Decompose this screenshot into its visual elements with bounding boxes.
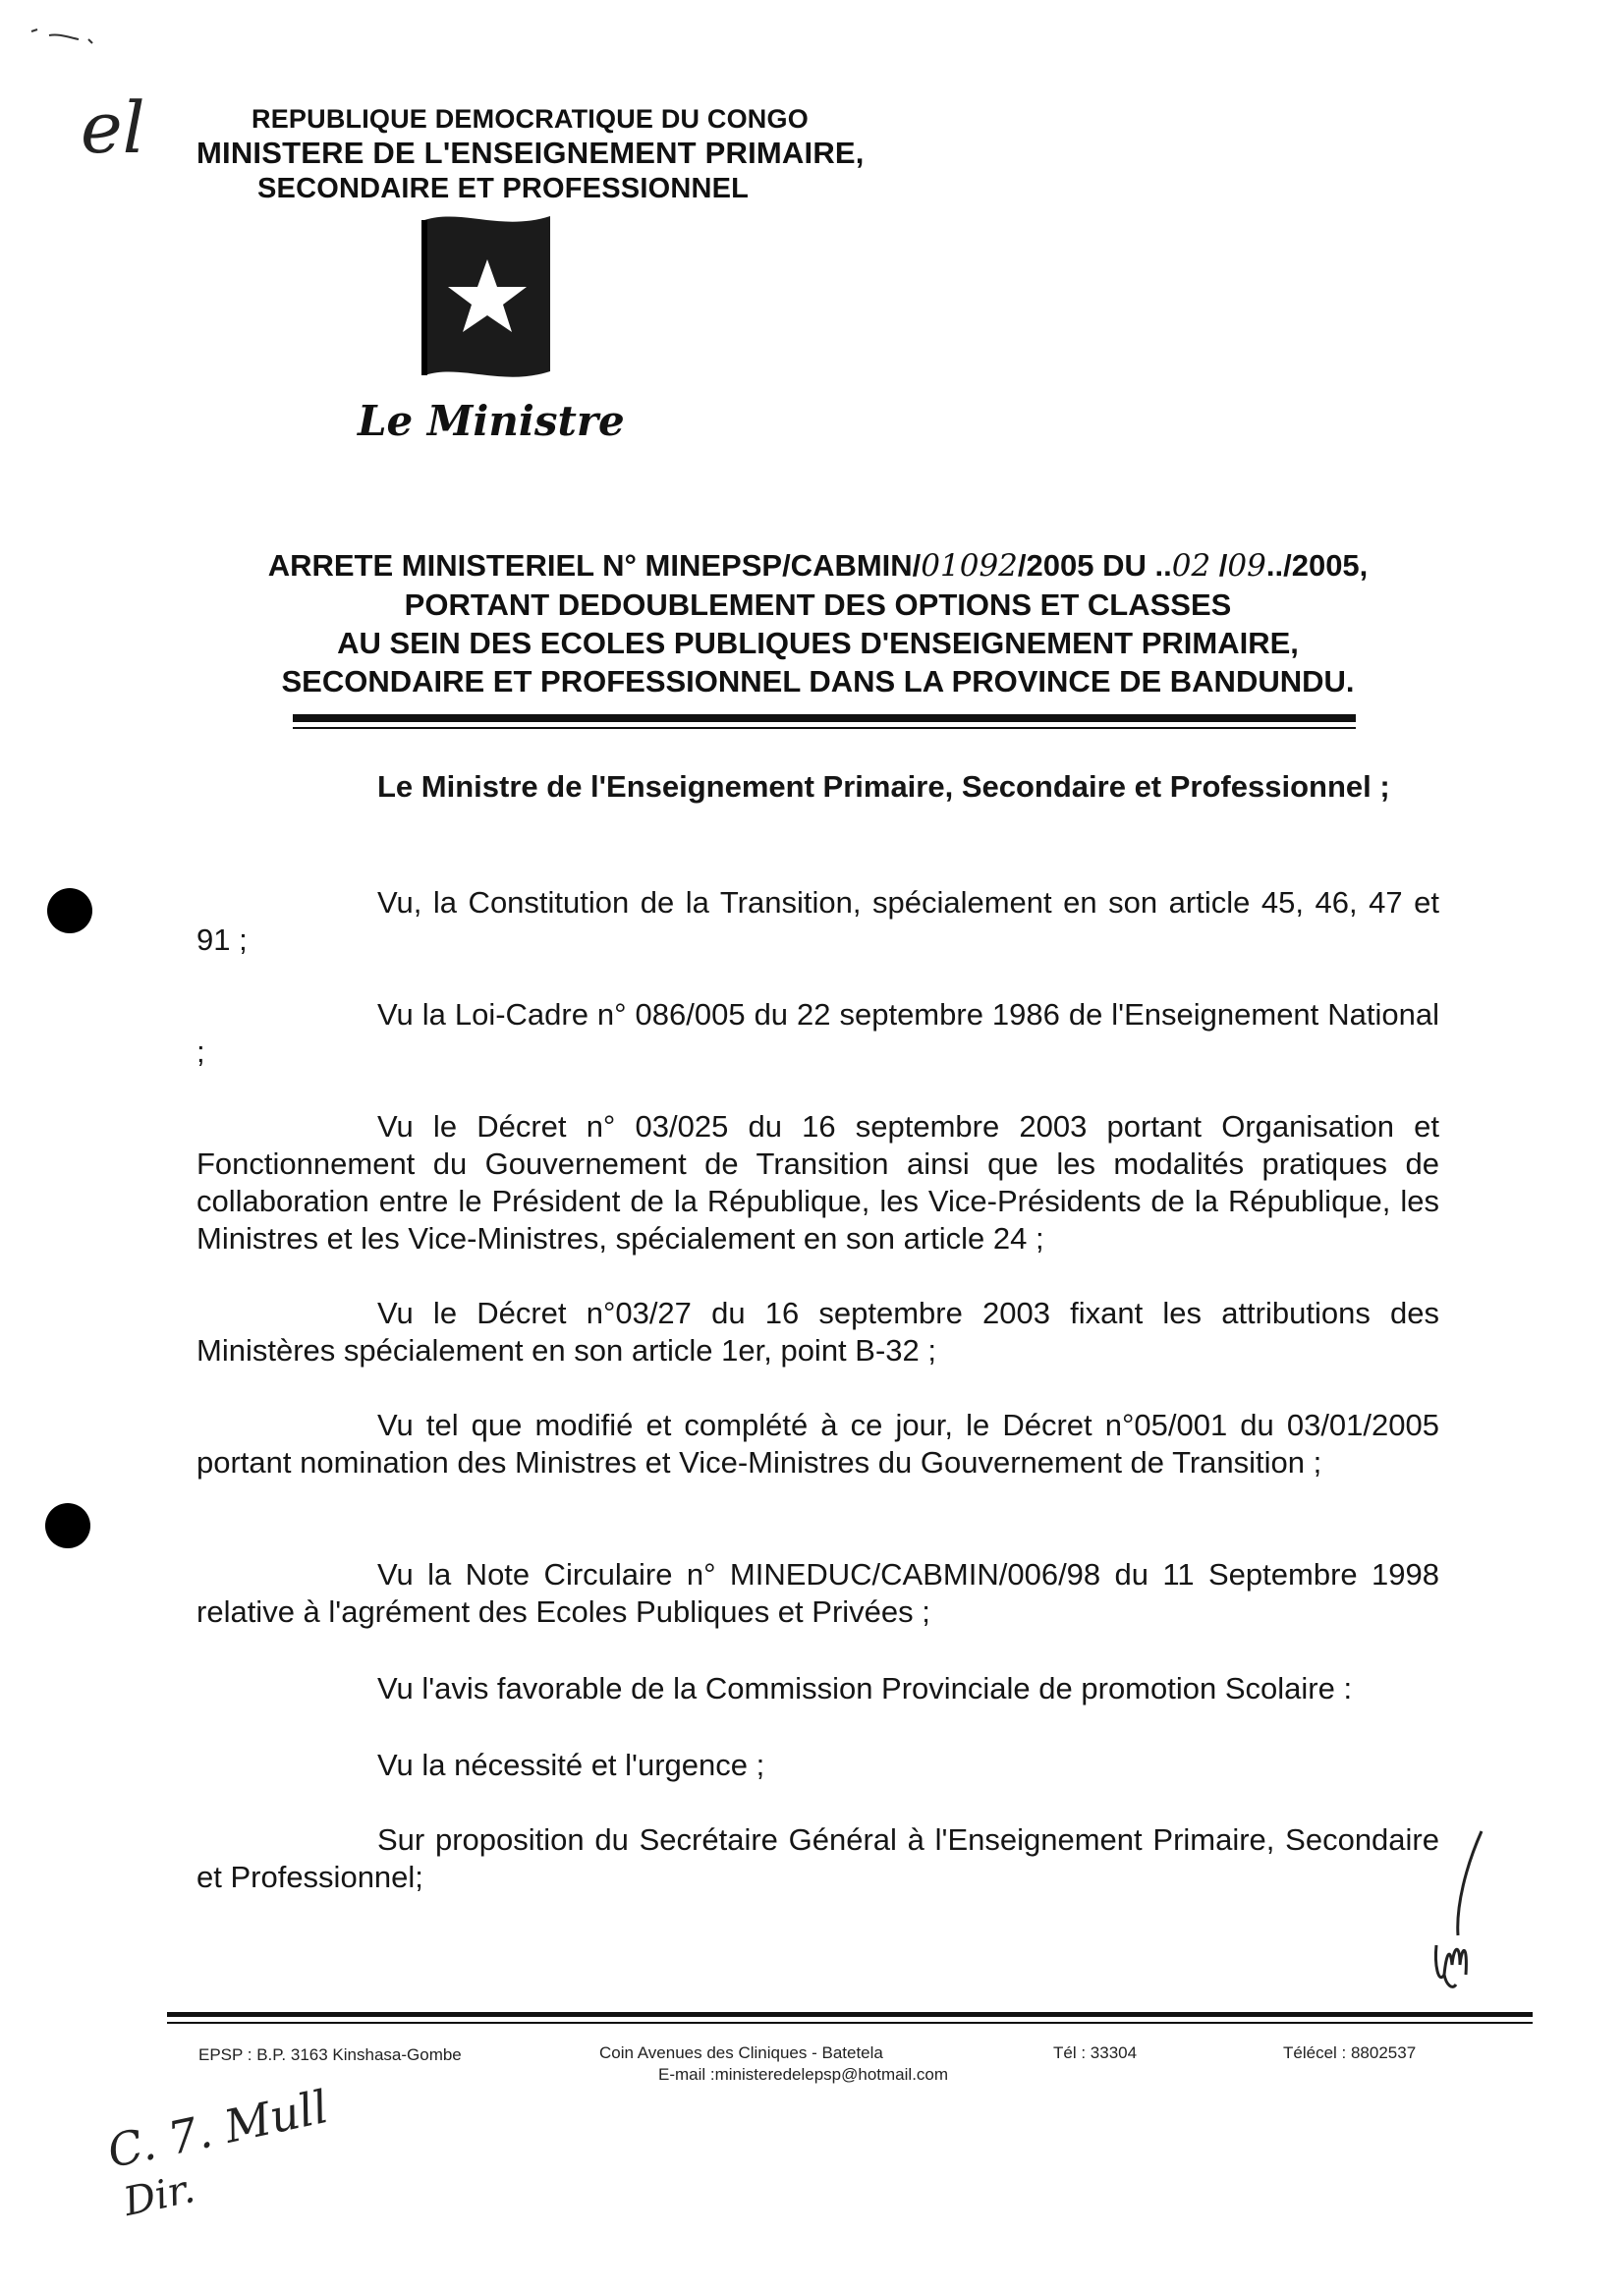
punch-hole-mark <box>45 1503 90 1548</box>
svg-text:★: ★ <box>407 301 420 316</box>
decree-title-line2: PORTANT DEDOUBLEMENT DES OPTIONS ET CLASSES <box>404 587 1232 622</box>
decree-date-month: 09 <box>1227 548 1266 584</box>
minister-title: Le Ministre <box>358 397 625 445</box>
decree-title-line4: SECONDAIRE ET PROFESSIONNEL DANS LA PROVINCE DE BANDUNDU. <box>281 664 1355 699</box>
decree-number-handwritten: 01092 <box>921 548 1018 584</box>
date-dots: .. <box>1265 548 1284 583</box>
handwritten-note-line2: Dir. <box>120 2165 199 2226</box>
footer-address: EPSP : B.P. 3163 Kinshasa-Gombe <box>198 2045 462 2064</box>
date-dots: .. <box>1154 548 1172 583</box>
handwritten-initial: el <box>81 86 145 169</box>
signature-initials <box>1427 1827 1495 1994</box>
header-ministry-cont: SECONDAIRE ET PROFESSIONNEL <box>257 173 750 204</box>
handwritten-note-line1: C. 7. Mull <box>102 2079 333 2179</box>
clause-decret-05-001: Vu tel que modifié et complété à ce jour, le Décret n°05/001 du 03/01/2005 portant nomination des Ministres et Vice-Ministres du Gouvernement de Transition ; <box>196 1408 1439 1480</box>
decree-date-prefix: /2005 DU <box>1017 548 1155 583</box>
title-divider-thin <box>293 727 1356 729</box>
footer-telecel: Télécel : 8802537 <box>1283 2043 1417 2062</box>
clause-constitution: Vu, la Constitution de la Transition, spécialement en son article 45, 46, 47 et 91 ; <box>196 885 1439 957</box>
footer-tel: Tél : 33304 <box>1053 2043 1138 2062</box>
title-divider <box>293 714 1356 722</box>
svg-text:★: ★ <box>407 322 420 338</box>
footer-divider <box>167 2012 1533 2017</box>
clause-loi-cadre: Vu la Loi-Cadre n° 086/005 du 22 septembre 1986 de l'Enseignement National ; <box>196 997 1439 1069</box>
preamble: Le Ministre de l'Enseignement Primaire, Secondaire et Professionnel ; <box>377 769 1390 804</box>
svg-text:★: ★ <box>407 257 420 273</box>
svg-text:★: ★ <box>407 236 420 252</box>
svg-text:★: ★ <box>407 344 420 360</box>
clause-proposition: Sur proposition du Secrétaire Général à l'Enseignement Primaire, Secondaire et Professionnel; <box>196 1822 1439 1894</box>
decree-number-prefix: ARRETE MINISTERIEL N° MINEPSP/CABMIN/ <box>267 548 922 583</box>
flag-star-emblem <box>403 208 560 405</box>
footer-divider-thin <box>167 2022 1533 2024</box>
decree-date-day: 02 <box>1171 548 1211 584</box>
svg-text:★: ★ <box>407 279 420 295</box>
clause-necessite: Vu la nécessité et l'urgence ; <box>377 1748 765 1782</box>
footer-corner: Coin Avenues des Cliniques - Batetela <box>599 2043 883 2062</box>
decree-title-line1 <box>196 546 1439 586</box>
punch-hole-mark <box>47 888 92 933</box>
clause-decret-03-27: Vu le Décret n°03/27 du 16 septembre 2003 fixant les attributions des Ministères spécialement en son article 1er, point B-32 ; <box>196 1296 1439 1368</box>
decree-date-year: /2005, <box>1283 548 1369 583</box>
decree-title-line3: AU SEIN DES ECOLES PUBLIQUES D'ENSEIGNEMENT PRIMAIRE, <box>337 626 1299 660</box>
date-slash: / <box>1210 548 1228 583</box>
header-republic: REPUBLIQUE DEMOCRATIQUE DU CONGO <box>252 104 809 134</box>
clause-avis-favorable: Vu l'avis favorable de la Commission Provinciale de promotion Scolaire : <box>377 1671 1353 1705</box>
clause-note-circulaire: Vu la Note Circulaire n° MINEDUC/CABMIN/006/98 du 11 Septembre 1998 relative à l'agrément des Ecoles Publiques et Privées ; <box>196 1557 1439 1629</box>
footer-email: E-mail :ministeredelepsp@hotmail.com <box>658 2065 949 2084</box>
decree-title <box>196 546 1439 700</box>
header-ministry: MINISTERE DE L'ENSEIGNEMENT PRIMAIRE, <box>196 136 865 170</box>
clause-decret-03-025: Vu le Décret n° 03/025 du 16 septembre 2003 portant Organisation et Fonctionnement du Gouvernement de Transition ainsi que les modalités pratiques de collaboration entre le Président de la République, les Vice-Présidents de la République, les Ministres et les Vice-Ministres, spécialement en son article 24 ; <box>196 1109 1439 1256</box>
corner-scribble <box>29 26 108 45</box>
